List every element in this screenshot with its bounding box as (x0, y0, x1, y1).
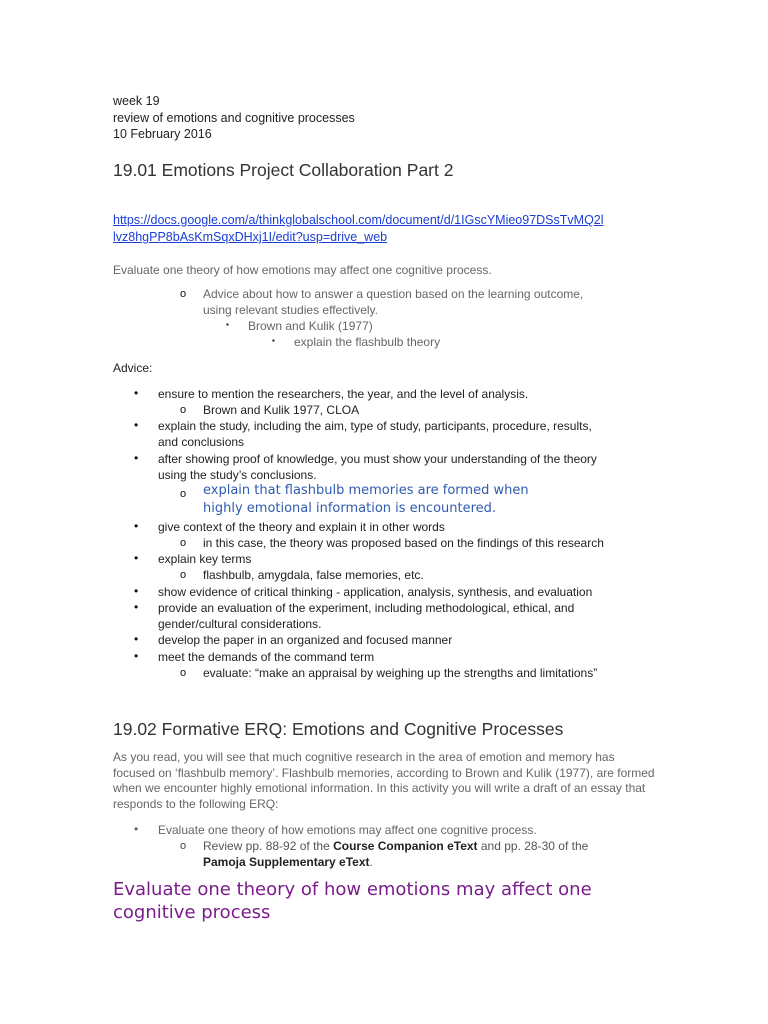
advice-item-9: meet the demands of the command term (158, 650, 375, 664)
advice-item-7-line-2: gender/cultural considerations. (158, 617, 322, 631)
advice-item-4: give context of the theory and explain it in other words (158, 520, 445, 534)
bullet-dot-glyph: • (134, 451, 139, 465)
review-pages-line-1 (203, 838, 588, 854)
review-label: review of emotions and cognitive processes (113, 110, 355, 125)
advice-item-5: explain key terms (158, 552, 252, 566)
bullet-o-glyph: o (180, 840, 187, 852)
advice-item-7-line-1: provide an evaluation of the experiment, including methodological, ethical, and (158, 601, 575, 615)
document-header (113, 93, 355, 143)
bullet-o-glyph: o (180, 488, 187, 500)
erq-question-heading: Evaluate one theory of how emotions may affect one cognitive process (113, 879, 592, 923)
section1-title: 19.01 Emotions Project Collaboration Part 2 (113, 160, 454, 180)
bullet-o-glyph: o (180, 537, 187, 549)
bullet-dot-glyph: • (134, 649, 139, 663)
advice-item-8: develop the paper in an organized and focused manner (158, 633, 453, 647)
review-mid: and pp. 28-30 of the (477, 839, 589, 853)
advice-label: Advice: (113, 361, 153, 375)
advice-item-1-sub: Brown and Kulik 1977, CLOA (203, 403, 360, 417)
bullet-square-glyph: ▪ (272, 336, 275, 345)
advice-item-2-line-2: and conclusions (158, 435, 245, 449)
advice-item-2-line-1: explain the study, including the aim, type of study, participants, procedure, results, (158, 419, 592, 433)
bullet-dot-glyph: • (134, 822, 139, 836)
date-label: 10 February 2016 (113, 127, 212, 141)
review-pages-line-2 (203, 854, 373, 870)
bullet-dot-glyph: • (134, 551, 139, 565)
google-doc-link[interactable] (113, 212, 658, 246)
bullet-o-glyph: o (180, 404, 187, 416)
bullet-dot-glyph: • (134, 632, 139, 646)
advice-item-5-sub: flashbulb, amygdala, false memories, etc. (203, 568, 424, 582)
bullet-square-glyph: ▪ (226, 320, 229, 329)
erq-bullet: Evaluate one theory of how emotions may affect one cognitive process. (158, 823, 537, 837)
bullet-dot-glyph: • (134, 386, 139, 400)
advice-intro-line-1: Advice about how to answer a question based on the learning outcome, (203, 287, 584, 301)
week-label: week 19 (113, 94, 160, 108)
bullet-o-glyph: o (180, 288, 187, 300)
advice-item-3-line-1: after showing proof of knowledge, you must show your understanding of the theory (158, 452, 597, 466)
advice-item-1: ensure to mention the researchers, the year, and the level of analysis. (158, 387, 529, 401)
link-line-1[interactable]: https://docs.google.com/a/thinkglobalschool.com/document/d/1IGscYMieo97DSsTvMQ2l (113, 213, 604, 227)
bullet-dot-glyph: • (134, 600, 139, 614)
advice-item-4-sub: in this case, the theory was proposed based on the findings of this research (203, 536, 604, 550)
advice-item-3-line-2: using the study’s conclusions. (158, 468, 317, 482)
prompt-text: Evaluate one theory of how emotions may affect one cognitive process. (113, 263, 492, 277)
pamoja-etext: Pamoja Supplementary eText (203, 855, 370, 869)
bullet-o-glyph: o (180, 569, 187, 581)
review-end: . (369, 855, 373, 869)
flashbulb-theory-item: explain the flashbulb theory (294, 335, 441, 349)
advice-intro-line-2: using relevant studies effectively. (203, 303, 378, 317)
section2-paragraph: As you read, you will see that much cognitive research in the area of emotion and memory has focused on ‘flashbulb memory’. Flashbulb memories, according to Brown and Kulik (1977), are formed when we encounter highly emotional information. In this activity you will write a draft of an essay that responds to the following ERQ: (113, 750, 655, 811)
brown-kulik-item: Brown and Kulik (1977) (248, 319, 373, 333)
advice-item-3-sub-line-2: highly emotional information is encountered. (203, 501, 497, 516)
section2-title: 19.02 Formative ERQ: Emotions and Cognitive Processes (113, 719, 564, 739)
course-companion-etext: Course Companion eText (333, 839, 478, 853)
advice-item-6: show evidence of critical thinking - application, analysis, synthesis, and evaluation (158, 585, 593, 599)
link-line-2[interactable]: lvz8hgPP8bAsKmSqxDHxj1I/edit?usp=drive_web (113, 230, 388, 244)
advice-item-9-sub: evaluate: “make an appraisal by weighing up the strengths and limitations” (203, 666, 598, 680)
review-pre: Review pp. 88-92 of the (203, 839, 334, 853)
bullet-dot-glyph: • (134, 519, 139, 533)
advice-item-3-sub-line-1: explain that flashbulb memories are formed when (203, 483, 529, 498)
bullet-dot-glyph: • (134, 584, 139, 598)
bullet-o-glyph: o (180, 667, 187, 679)
bullet-dot-glyph: • (134, 418, 139, 432)
